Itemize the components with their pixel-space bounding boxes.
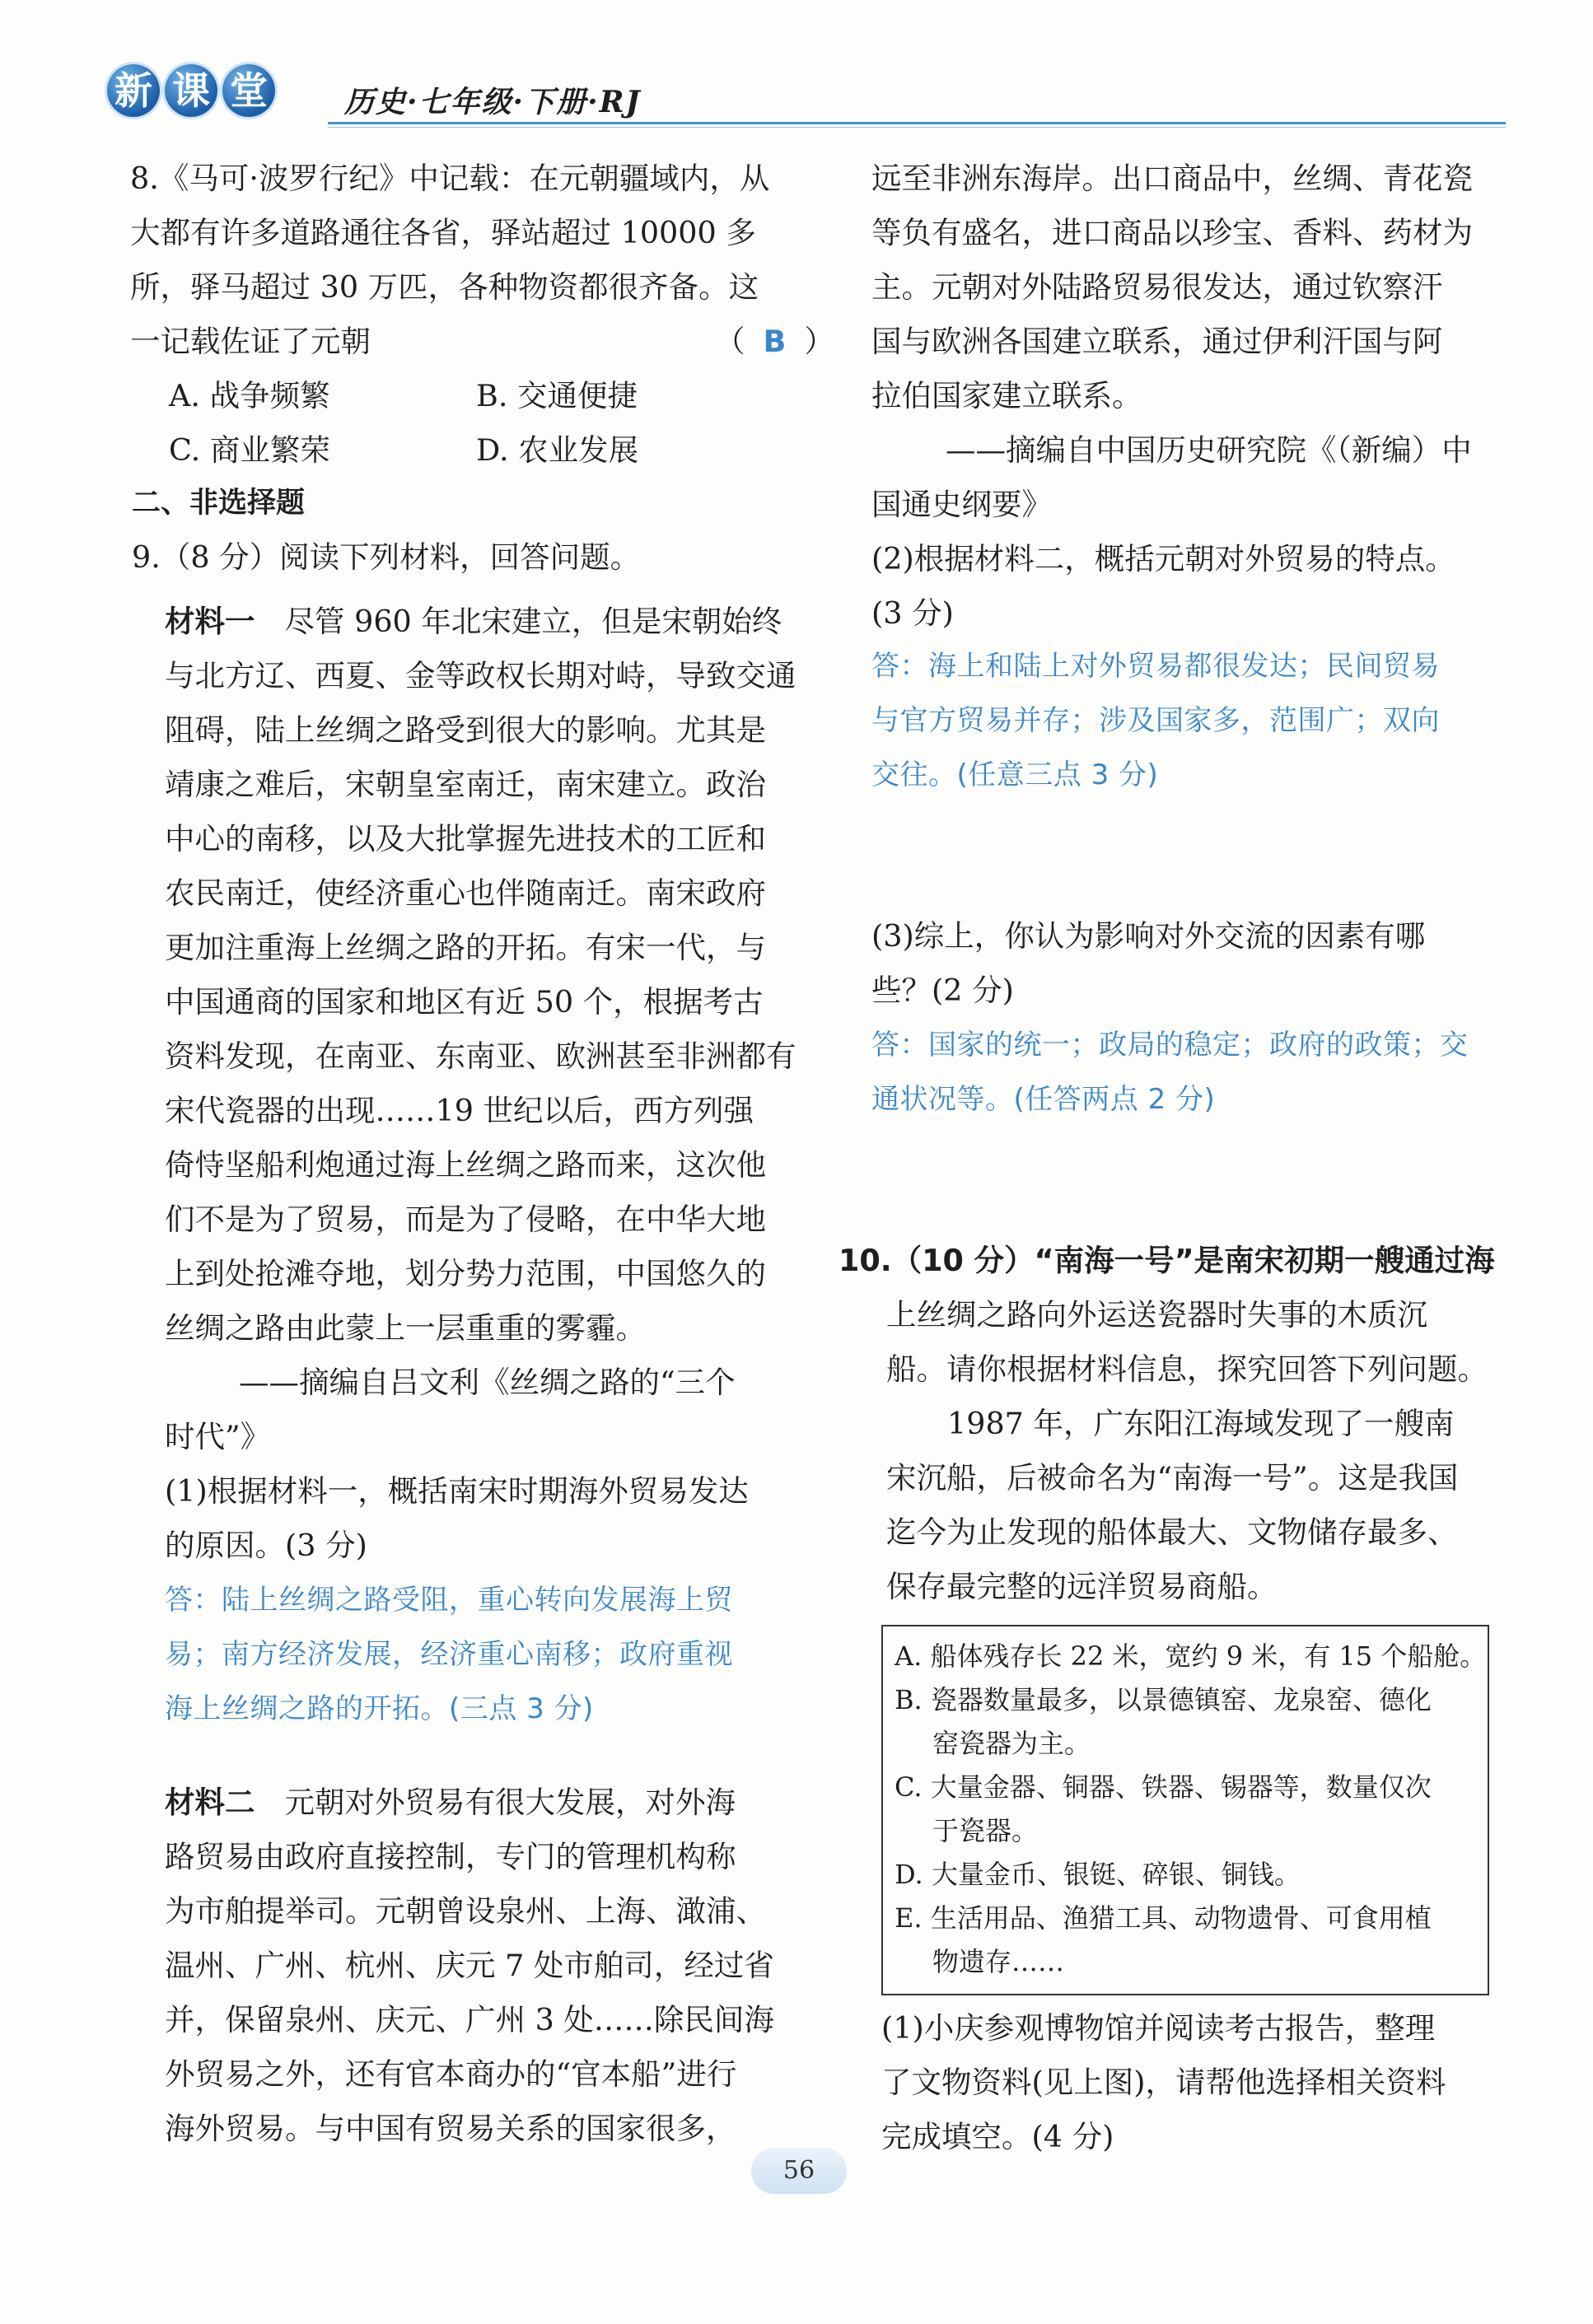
artifact-item-cont: 物遗存…… bbox=[932, 1946, 1065, 1977]
q8-line: 一记载佐证了元朝 bbox=[130, 324, 371, 359]
header-title: 历史·七年级·下册·RJ bbox=[344, 85, 642, 119]
header-rule bbox=[328, 122, 1506, 124]
option-b: B. 交通便捷 bbox=[476, 378, 638, 413]
material-1-label: 材料一 bbox=[165, 604, 255, 639]
artifact-item: B. 瓷器数量最多，以景德镇窑、龙泉窑、德化 bbox=[895, 1684, 1432, 1715]
material-2-source: 国通史纲要》 bbox=[871, 487, 1052, 522]
section-title: 二、非选择题 bbox=[132, 487, 306, 520]
option-d: D. 农业发展 bbox=[476, 432, 639, 468]
material-2-source: ——摘编自中国历史研究院《（新编）中 bbox=[946, 432, 1472, 468]
material-2-label: 材料二 bbox=[165, 1785, 255, 1820]
q10-intro: 1987 年，广东阳江海域发现了一艘南 宋沉船，后被命名为“南海一号”。这是我国 迄今为止发现的船体最大、文物储存最多、 保存最完整的远洋贸易商船。 bbox=[886, 1406, 1459, 1604]
artifact-item-cont: 窑瓷器为主。 bbox=[932, 1728, 1091, 1759]
artifact-item: E. 生活用品、渔猎工具、动物遗骨、可食用植 bbox=[895, 1902, 1432, 1934]
material-2-continued: 远至非洲东海岸。出口商品中，丝绸、青花瓷 等负有盛名，进口商品以珍宝、香料、药材为 主。元朝对外陆路贸易很发达，通过钦察汗 国与欧洲各国建立联系，通过伊利汗国与阿 拉伯国家建立联系。 bbox=[871, 161, 1473, 413]
header-rule-thin bbox=[328, 127, 1506, 128]
q8-line: 大都有许多道路通往各省，驿站超过 10000 多 bbox=[130, 215, 756, 250]
q8-line: 所，驿马超过 30 万匹，各种物资都很齐备。这 bbox=[130, 269, 759, 305]
artifact-item-cont: 于瓷器。 bbox=[932, 1815, 1039, 1846]
material-1: 材料一 尽管 960 年北宋建立，但是宋朝始终 与北方辽、西夏、金等政权长期对峙，导致交通 阻碍，陆上丝绸之路受到很大的影响。尤其是 靖康之难后，宋朝皇室南迁，南宋建立。政治 中心的南移，以及大批掌握先进技术的工匠和 农民南迁，使经济重心也伴随南迁。南宋政府 更加注重海上丝绸之路的开拓。有宋一代，与 中国通商的国家和地区有近 50 个，根据考古 资料发现，在南亚、东南亚、欧洲甚至非洲都有 宋代瓷器的出现……19 世纪以后，西方列强 倚恃坚船利炮通过海上丝绸之路而来，这次他 们不是为了贸易，而是为了侵略，在中华大地 上到处抢滩夺地，划分势力范围，中国悠久的 丝绸之路由此蒙上一层重重的雾霾。 bbox=[165, 604, 796, 1346]
artifact-item: D. 大量金币、银铤、碎银、铜钱。 bbox=[895, 1859, 1301, 1890]
artifact-item: A. 船体残存长 22 米，宽约 9 米，有 15 个船舱。 bbox=[895, 1640, 1487, 1672]
q8-answer-paren: （ B ） bbox=[715, 324, 834, 359]
q9-sub3: (3)综上，你认为影响对外交流的因素有哪 些？(2 分) bbox=[871, 918, 1426, 1008]
question-8 bbox=[130, 152, 789, 369]
material-1-source: ——摘编自吕文利《丝绸之路的“三个 bbox=[239, 1365, 736, 1400]
q9-answer-3: 答：国家的统一；政局的稳定；政府的政策；交 通状况等。(任答两点 2 分) bbox=[871, 1029, 1469, 1116]
logo-char: 新 bbox=[107, 64, 160, 117]
option-c: C. 商业繁荣 bbox=[169, 432, 330, 468]
artifact-info-box bbox=[881, 1625, 1489, 1995]
logo-char: 课 bbox=[165, 64, 217, 117]
header-logo bbox=[107, 59, 329, 125]
logo-char: 堂 bbox=[222, 64, 275, 117]
q9-answer-2: 答：海上和陆上对外贸易都很发达；民间贸易 与官方贸易并存；涉及国家多，范围广；双向 交往。(任意三点 3 分) bbox=[871, 650, 1440, 791]
q9-answer-1: 答：陆上丝绸之路受阻，重心转向发展海上贸 易；南方经济发展，经济重心南移；政府重视 海上丝绸之路的开拓。(三点 3 分) bbox=[165, 1584, 733, 1725]
page-number: 56 bbox=[751, 2148, 847, 2194]
artifact-item: C. 大量金器、铜器、铁器、锡器等，数量仅次 bbox=[895, 1771, 1432, 1803]
material-1-source: 时代”》 bbox=[165, 1419, 271, 1454]
q8-answer: B bbox=[763, 324, 787, 359]
option-a: A. 战争频繁 bbox=[169, 378, 330, 413]
q9-sub2: (2)根据材料二，概括元朝对外贸易的特点。 (3 分) bbox=[871, 541, 1455, 631]
q8-line: 8.《马可·波罗行纪》中记载：在元朝疆域内，从 bbox=[130, 161, 770, 196]
q9-sub1: (1)根据材料一，概括南宋时期海外贸易发达 的原因。(3 分) bbox=[165, 1473, 749, 1563]
material-2: 材料二 元朝对外贸易有很大发展，对外海 路贸易由政府直接控制，专门的管理机构称 为市舶提举司。元朝曾设泉州、上海、澉浦、 温州、广州、杭州、庆元 7 处市舶司，经过省 并，保留泉州、庆元、广州 3 处……除民间海 外贸易之外，还有官本商办的“官本船”进行 海外贸易。与中国有贸易关系的国家很多， bbox=[165, 1785, 774, 2146]
q9-stem: 9.（8 分）阅读下列材料，回答问题。 bbox=[132, 539, 641, 575]
question-10: 10.（10 分）“南海一号”是南宋初期一艘通过海 上丝绸之路向外运送瓷器时失事的木质沉 船。请你根据材料信息，探究回答下列问题。 bbox=[839, 1243, 1495, 1387]
q10-sub1: (1)小庆参观博物馆并阅读考古报告，整理 了文物资料(见上图)，请帮他选择相关资料 完成填空。(4 分) bbox=[881, 2010, 1446, 2154]
